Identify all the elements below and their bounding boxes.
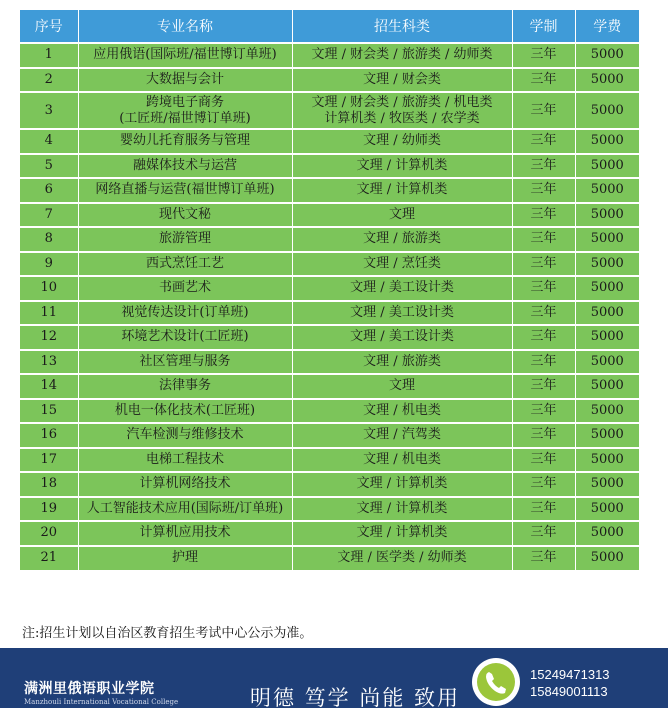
cell-fee: 5000 <box>575 276 639 301</box>
cell-no: 14 <box>20 374 78 399</box>
cell-fee: 5000 <box>575 227 639 252</box>
table-row <box>20 68 639 93</box>
cell-major: 应用俄语(国际班/福世博订单班) <box>78 43 292 68</box>
cell-major: 法律事务 <box>78 374 292 399</box>
table-row <box>20 448 639 473</box>
cell-no: 9 <box>20 252 78 277</box>
cell-category: 文理 / 计算机类 <box>292 521 512 546</box>
cell-duration: 三年 <box>512 521 575 546</box>
cell-fee: 5000 <box>575 154 639 179</box>
cell-no: 11 <box>20 301 78 326</box>
cell-category: 文理 / 旅游类 <box>292 227 512 252</box>
cell-major: 环境艺术设计(工匠班) <box>78 325 292 350</box>
header-duration: 学制 <box>512 10 575 43</box>
cell-duration: 三年 <box>512 472 575 497</box>
table-row <box>20 325 639 350</box>
cell-duration: 三年 <box>512 301 575 326</box>
footnote: 注:招生计划以自治区教育招生考试中心公示为准。 <box>22 626 313 641</box>
cell-major: 计算机应用技术 <box>78 521 292 546</box>
cell-category: 文理 / 旅游类 <box>292 350 512 375</box>
cell-category: 文理 / 财会类 / 旅游类 / 幼师类 <box>292 43 512 68</box>
cell-duration: 三年 <box>512 497 575 522</box>
cell-fee: 5000 <box>575 301 639 326</box>
cell-category: 文理 / 计算机类 <box>292 497 512 522</box>
cell-major: 现代文秘 <box>78 203 292 228</box>
cell-duration: 三年 <box>512 350 575 375</box>
cell-duration: 三年 <box>512 154 575 179</box>
cell-duration: 三年 <box>512 68 575 93</box>
table-row <box>20 129 639 154</box>
cell-fee: 5000 <box>575 203 639 228</box>
cell-fee: 5000 <box>575 350 639 375</box>
cell-no: 8 <box>20 227 78 252</box>
cell-fee: 5000 <box>575 497 639 522</box>
cell-major: 跨境电子商务 (工匠班/福世博订单班) <box>78 92 292 129</box>
table-row <box>20 227 639 252</box>
cell-duration: 三年 <box>512 448 575 473</box>
cell-duration: 三年 <box>512 276 575 301</box>
cell-major: 西式烹饪工艺 <box>78 252 292 277</box>
cell-major: 书画艺术 <box>78 276 292 301</box>
cell-major: 大数据与会计 <box>78 68 292 93</box>
cell-duration: 三年 <box>512 43 575 68</box>
cell-fee: 5000 <box>575 546 639 571</box>
cell-category: 文理 / 医学类 / 幼师类 <box>292 546 512 571</box>
cell-fee: 5000 <box>575 178 639 203</box>
cell-no: 7 <box>20 203 78 228</box>
table-row <box>20 203 639 228</box>
cell-fee: 5000 <box>575 423 639 448</box>
cell-no: 19 <box>20 497 78 522</box>
cell-category: 文理 / 财会类 <box>292 68 512 93</box>
table-row <box>20 154 639 179</box>
cell-major: 人工智能技术应用(国际班/订单班) <box>78 497 292 522</box>
cell-no: 3 <box>20 92 78 129</box>
table-row <box>20 92 639 129</box>
cell-category: 文理 / 美工设计类 <box>292 325 512 350</box>
cell-major: 婴幼儿托育服务与管理 <box>78 129 292 154</box>
cell-category: 文理 / 计算机类 <box>292 154 512 179</box>
cell-fee: 5000 <box>575 374 639 399</box>
cell-category: 文理 / 美工设计类 <box>292 276 512 301</box>
table-row <box>20 301 639 326</box>
cell-fee: 5000 <box>575 448 639 473</box>
phone-numbers <box>530 666 610 700</box>
cell-major: 社区管理与服务 <box>78 350 292 375</box>
cell-major: 机电一体化技术(工匠班) <box>78 399 292 424</box>
phone-number-1: 15249471313 <box>530 667 610 682</box>
cell-major: 网络直播与运营(福世博订单班) <box>78 178 292 203</box>
table-row <box>20 423 639 448</box>
cell-no: 15 <box>20 399 78 424</box>
cell-major: 视觉传达设计(订单班) <box>78 301 292 326</box>
cell-no: 20 <box>20 521 78 546</box>
cell-category: 文理 / 计算机类 <box>292 472 512 497</box>
cell-no: 13 <box>20 350 78 375</box>
cell-duration: 三年 <box>512 374 575 399</box>
cell-category: 文理 / 汽驾类 <box>292 423 512 448</box>
cell-fee: 5000 <box>575 92 639 129</box>
cell-category: 文理 / 计算机类 <box>292 178 512 203</box>
cell-fee: 5000 <box>575 129 639 154</box>
cell-duration: 三年 <box>512 203 575 228</box>
table-header-row <box>20 10 639 43</box>
cell-duration: 三年 <box>512 92 575 129</box>
cell-duration: 三年 <box>512 129 575 154</box>
cell-major: 计算机网络技术 <box>78 472 292 497</box>
cell-category: 文理 <box>292 203 512 228</box>
table-row <box>20 252 639 277</box>
header-no: 序号 <box>20 10 78 43</box>
cell-major: 电梯工程技术 <box>78 448 292 473</box>
cell-fee: 5000 <box>575 521 639 546</box>
cell-category: 文理 / 美工设计类 <box>292 301 512 326</box>
table-row <box>20 350 639 375</box>
cell-no: 18 <box>20 472 78 497</box>
cell-major: 融媒体技术与运营 <box>78 154 292 179</box>
cell-category: 文理 <box>292 374 512 399</box>
enrollment-table <box>20 10 639 570</box>
cell-no: 10 <box>20 276 78 301</box>
cell-category: 文理 / 机电类 <box>292 399 512 424</box>
cell-no: 2 <box>20 68 78 93</box>
table-row <box>20 276 639 301</box>
school-name-cn: 满洲里俄语职业学院 <box>24 681 155 697</box>
cell-major: 旅游管理 <box>78 227 292 252</box>
cell-no: 5 <box>20 154 78 179</box>
school-motto: 明德 笃学 尚能 致用 <box>250 686 461 710</box>
cell-duration: 三年 <box>512 399 575 424</box>
table-row <box>20 546 639 571</box>
header-category: 招生科类 <box>292 10 512 43</box>
cell-major: 护理 <box>78 546 292 571</box>
phone-icon <box>472 658 520 706</box>
table-row <box>20 472 639 497</box>
cell-category: 文理 / 财会类 / 旅游类 / 机电类 计算机类 / 牧医类 / 农学类 <box>292 92 512 129</box>
footer-banner <box>0 648 668 708</box>
table-row <box>20 521 639 546</box>
cell-no: 17 <box>20 448 78 473</box>
cell-duration: 三年 <box>512 252 575 277</box>
phone-number-2: 15849001113 <box>530 684 608 699</box>
table-row <box>20 399 639 424</box>
cell-fee: 5000 <box>575 43 639 68</box>
cell-category: 文理 / 烹饪类 <box>292 252 512 277</box>
cell-fee: 5000 <box>575 399 639 424</box>
cell-fee: 5000 <box>575 472 639 497</box>
cell-fee: 5000 <box>575 68 639 93</box>
table-row <box>20 497 639 522</box>
cell-duration: 三年 <box>512 325 575 350</box>
cell-no: 16 <box>20 423 78 448</box>
cell-major: 汽车检测与维修技术 <box>78 423 292 448</box>
table-body <box>20 43 639 570</box>
cell-category: 文理 / 机电类 <box>292 448 512 473</box>
cell-duration: 三年 <box>512 227 575 252</box>
cell-no: 6 <box>20 178 78 203</box>
school-name-en: Manzhouli International Vocational College <box>24 698 179 706</box>
cell-fee: 5000 <box>575 252 639 277</box>
cell-no: 1 <box>20 43 78 68</box>
cell-fee: 5000 <box>575 325 639 350</box>
cell-duration: 三年 <box>512 423 575 448</box>
cell-duration: 三年 <box>512 546 575 571</box>
header-major: 专业名称 <box>78 10 292 43</box>
header-fee: 学费 <box>575 10 639 43</box>
cell-no: 21 <box>20 546 78 571</box>
table-row <box>20 178 639 203</box>
enrollment-table-wrap <box>20 10 639 570</box>
cell-no: 12 <box>20 325 78 350</box>
cell-no: 4 <box>20 129 78 154</box>
table-row <box>20 374 639 399</box>
cell-category: 文理 / 幼师类 <box>292 129 512 154</box>
table-row <box>20 43 639 68</box>
cell-duration: 三年 <box>512 178 575 203</box>
